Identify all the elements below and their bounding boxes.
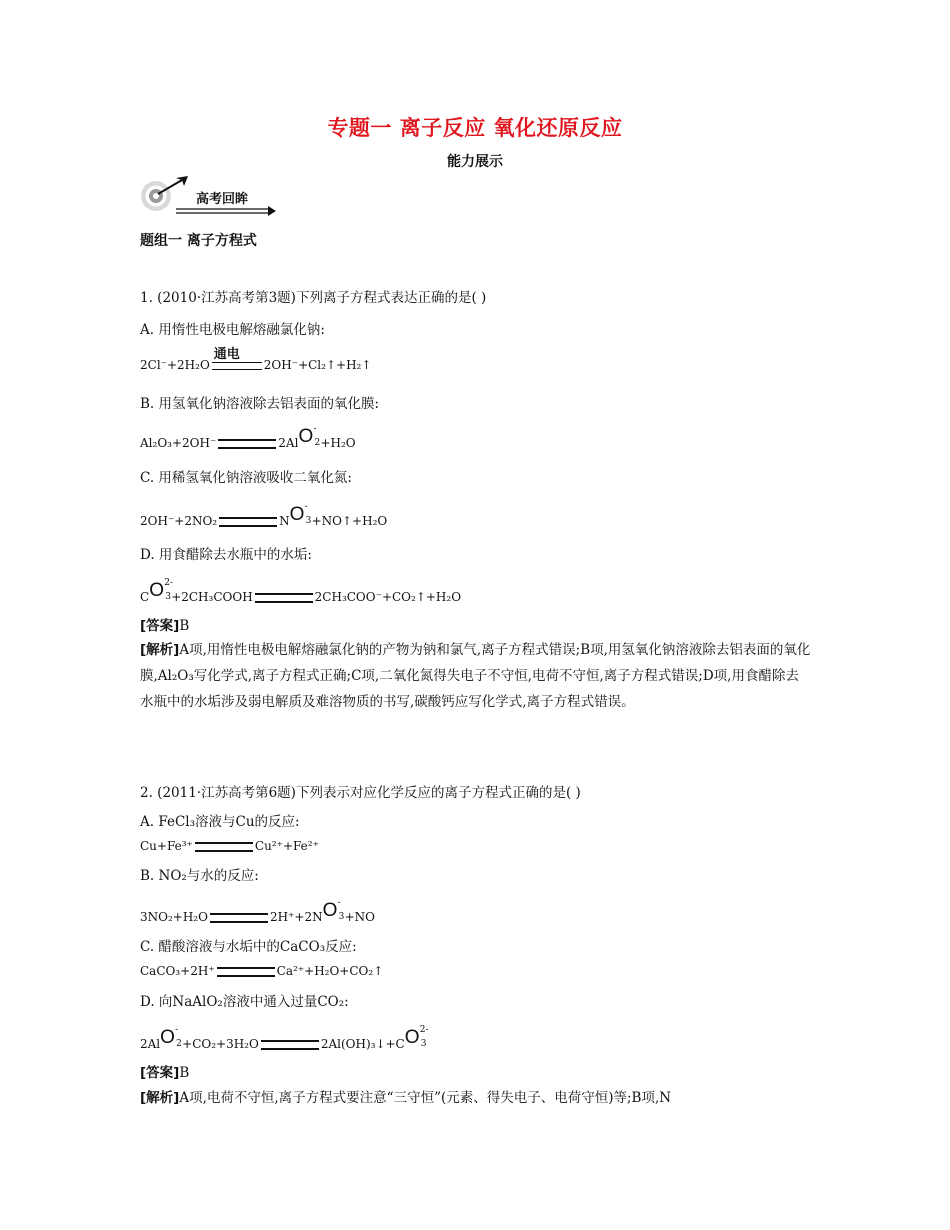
q2-eq-a-right: Cu²⁺+Fe²⁺ [254, 839, 319, 853]
q1-eq-b-tail: +H₂O [320, 436, 356, 450]
answer-label: [答案] [140, 618, 180, 634]
q1-analysis [140, 637, 812, 715]
q1-eq-a-left: 2Cl⁻+2H₂O [140, 358, 210, 372]
q1-equation-b [140, 424, 356, 450]
analysis-label: [解析] [140, 642, 180, 658]
q2-equation-a [140, 839, 319, 853]
equals-arrow [210, 913, 268, 923]
q2-eq-a-left: Cu+Fe³⁺ [140, 839, 193, 853]
q1-option-d: D. 用食醋除去水瓶中的水垢: [140, 547, 312, 563]
section-badge: 高考回眸 [196, 192, 249, 207]
q1-option-c: C. 用稀氢氧化钠溶液吸收二氧化氮: [140, 470, 352, 486]
equals-arrow [255, 593, 313, 603]
q2-eq-d-left: 2Al [140, 1037, 161, 1051]
electrolysis-condition: 通电 [213, 346, 240, 362]
ion-fragment: O - 2 [298, 424, 321, 448]
electrolysis-arrow [212, 346, 262, 370]
page-title: 专题一 离子反应 氧化还原反应 [327, 116, 623, 140]
q1-equation-c [140, 502, 388, 528]
q1-eq-c-tail: +NO↑+H₂O [311, 514, 388, 528]
q2-eq-b-tail: +NO [344, 910, 375, 924]
q2-analysis [140, 1085, 812, 1111]
ion-fragment: O - 2 [160, 1025, 182, 1049]
ion-fragment: O - 3 [322, 898, 345, 922]
q2-eq-b-right: 2H⁺+2N [269, 910, 323, 924]
q1-equation-a [140, 346, 372, 372]
q2-stem: 2. (2011·江苏高考第6题)下列表示对应化学反应的离子方程式正确的是( ) [140, 785, 581, 801]
q1-eq-d-left: C [140, 590, 150, 604]
q1-answer [140, 614, 189, 634]
q2-equation-c [140, 964, 383, 978]
q1-eq-a-right: 2OH⁻+Cl₂↑+H₂↑ [263, 358, 372, 372]
q2-answer [140, 1061, 189, 1081]
q2-eq-d-right: 2Al(OH)₃↓+C [320, 1037, 405, 1051]
analysis-label: [解析] [140, 1090, 180, 1106]
q2-eq-b-left: 3NO₂+H₂O [140, 910, 208, 924]
q1-eq-d-mid: +2CH₃COOH [171, 590, 253, 604]
q1-eq-d-right: 2CH₃COO⁻+CO₂↑+H₂O [314, 590, 462, 604]
q1-option-a: A. 用惰性电极电解熔融氯化钠: [140, 322, 325, 338]
q2-eq-c-right: Ca²⁺+H₂O+CO₂↑ [276, 964, 384, 978]
q2-equation-d [140, 1025, 429, 1051]
q2-equation-b [140, 898, 375, 924]
q1-equation-d [140, 578, 462, 604]
answer-label: [答案] [140, 1065, 180, 1081]
equals-arrow [219, 517, 277, 527]
q2-option-b: B. NO₂与水的反应: [140, 868, 259, 884]
answer-value: B [179, 1065, 190, 1081]
equals-arrow [218, 439, 276, 449]
q1-eq-c-left: 2OH⁻+2NO₂ [140, 514, 218, 528]
q1-eq-b-left: Al₂O₃+2OH⁻ [140, 436, 217, 450]
q1-eq-c-right: N [279, 514, 290, 528]
equals-arrow [261, 1040, 319, 1050]
q2-option-d: D. 向NaAlO₂溶液中通入过量CO₂: [140, 994, 349, 1010]
q1-stem: 1. (2010·江苏高考第3题)下列离子方程式表达正确的是( ) [140, 290, 487, 306]
q2-eq-d-mid: +CO₂+3H₂O [182, 1037, 259, 1051]
ion-fragment: O 2- 3 [404, 1025, 429, 1049]
analysis-text: A项,电荷不守恒,离子方程式要注意“三守恒”(元素、得失电子、电荷守恒)等;B项,N [179, 1090, 672, 1106]
q2-option-c: C. 醋酸溶液与水垢中的CaCO₃反应: [140, 939, 357, 955]
equals-arrow [217, 967, 275, 977]
q2-option-a: A. FeCl₃溶液与Cu的反应: [140, 814, 300, 830]
answer-value: B [179, 618, 190, 634]
ion-fragment: O - 3 [289, 502, 312, 526]
q1-eq-b-right: 2Al [278, 436, 299, 450]
ion-fragment: O 2- 3 [149, 578, 173, 602]
q1-option-b: B. 用氢氧化钠溶液除去铝表面的氧化膜: [140, 396, 380, 412]
analysis-text: A项,用惰性电极电解熔融氯化钠的产物为钠和氯气,离子方程式错误;B项,用氢氧化钠溶液除去铝表面的氧化膜,Al₂O₃写化学式,离子方程式正确;C项,二氧化氮得失电子不守恒,电荷不守恒,离子方程式错误;D项,用食醋除去水瓶中的水垢涉及弱电解质及难溶物质的书写,碳酸钙应写化学式,离子方程式错误。 [140, 642, 811, 710]
group-title: 题组一 离子方程式 [140, 233, 257, 249]
page-subtitle: 能力展示 [447, 154, 503, 170]
equals-arrow [195, 842, 253, 852]
q2-eq-c-left: CaCO₃+2H⁺ [140, 964, 215, 978]
